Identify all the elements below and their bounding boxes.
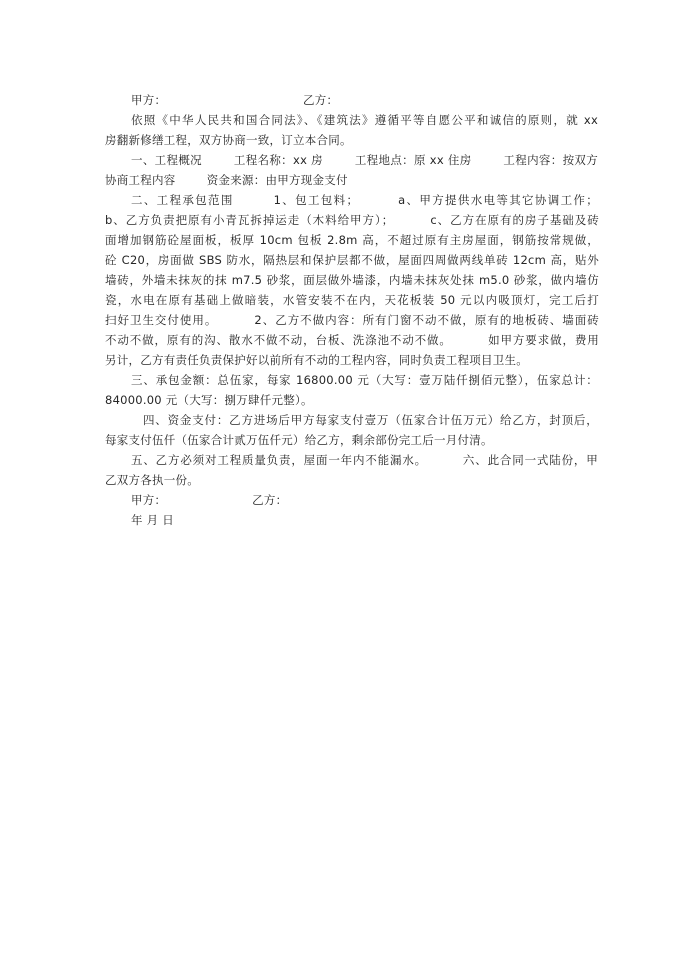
clause-3-line-2: 84000.00 元（大写：捌万肆仟元整）。	[105, 393, 313, 407]
clause-2-line-9: 另计，乙方有责任负责保护好以前所有不动的工程内容，同时负责工程项目卫生。	[105, 353, 528, 367]
clause-5-6-line-2: 乙双方各执一份。	[105, 473, 199, 487]
date-line: 年 月 日	[131, 513, 175, 527]
clause-2-line-6: 瓷，水电在原有基础上做暗装，水管安装不在内，天花板装 50 元以内吸顶灯，完工后打	[105, 293, 599, 307]
preamble-line-1: 依照《中华人民共和国合同法》、《建筑法》遵循平等自愿公平和诚信的原则，就 xx	[131, 113, 598, 127]
signature-header-line: 甲方： 乙方：	[131, 93, 339, 107]
clause-3-line-1: 三、承包金额：总伍家，每家 16800.00 元（大写：壹万陆仟捌佰元整），伍家总计：	[131, 373, 598, 387]
clause-5-6-line-1: 五、乙方必须对工程质量负责，屋面一年内不能漏水。 六、此合同一式陆份，甲	[131, 453, 598, 467]
clause-1-line-2: 协商工程内容 资金来源：由甲方现金支付	[105, 173, 348, 187]
clause-2-line-7: 扫好卫生交付使用。 2、乙方不做内容：所有门窗不动不做，原有的地板砖、墙面砖	[105, 313, 599, 327]
clause-2-line-1: 二、工程承包范围 1、包工包料； a、甲方提供水电等其它协调工作；	[131, 193, 598, 207]
clause-4-line-1: 四、资金支付：乙方进场后甲方每家支付壹万（伍家合计伍万元）给乙方，封顶后，	[143, 413, 598, 427]
clause-1-line-1: 一、工程概况 工程名称：xx 房 工程地点：原 xx 住房 工程内容：按双方	[131, 153, 598, 167]
clause-2-line-4: 砼 C20，房面做 SBS 防水，隔热层和保护层都不做，屋面四周做两线单砖 12cm 高，贴外	[105, 253, 599, 267]
clause-2-line-2: b、乙方负责把原有小青瓦拆掉运走（木料给甲方）； c、乙方在原有的房子基础及砖	[105, 213, 599, 227]
clause-2-line-5: 墙砖，外墙未抹灰的抹 m7.5 砂浆，面层做外墙漆，内墙未抹灰处抹 m5.0 砂浆，做内墙仿	[105, 273, 599, 287]
clause-2-line-3: 面增加钢筋砼屋面板，板厚 10cm 包板 2.8m 高，不超过原有主房屋面，钢筋按常规做，	[105, 233, 599, 247]
clause-2-line-8: 不动不做，原有的沟、散水不做不动，台板、洗涤池不动不做。 如甲方要求做，费用	[105, 333, 599, 347]
clause-4-line-2: 每家支付伍仟（伍家合计贰万伍仟元）给乙方，剩余部份完工后一月付清。	[105, 433, 493, 447]
signature-footer-line: 甲方： 乙方：	[131, 493, 288, 507]
preamble-line-2: 房翻新修缮工程，双方协商一致，订立本合同。	[105, 133, 352, 147]
